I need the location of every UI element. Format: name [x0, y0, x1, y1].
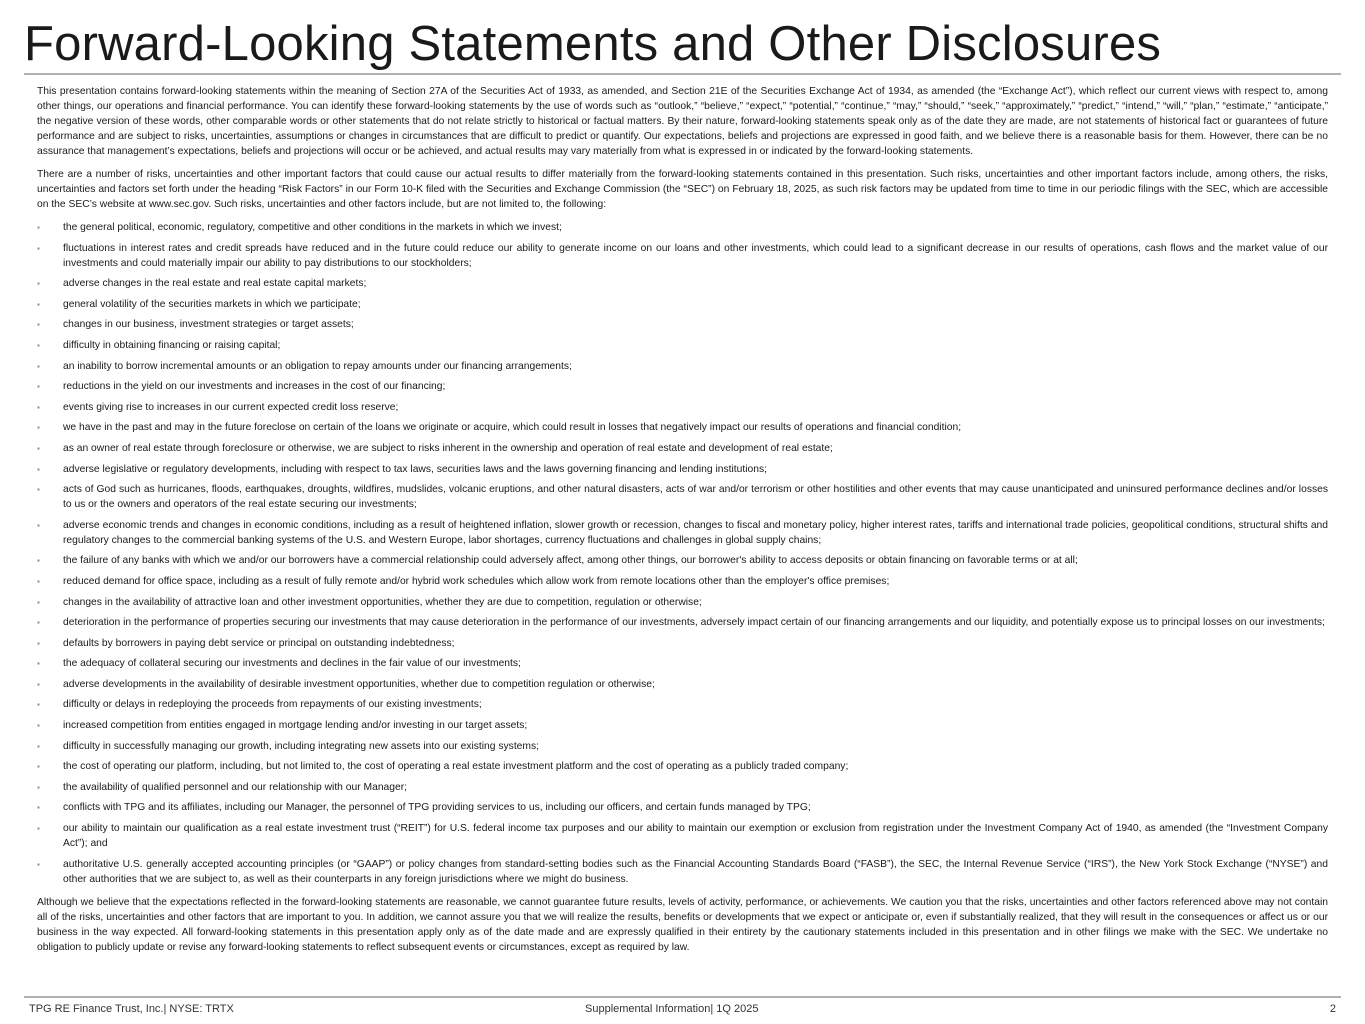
list-item [37, 359, 1328, 374]
intro-paragraph: This presentation contains forward-looking statements within the meaning of Section 27A of the Securities Act of 1933, as amended, and Section 21E of the Securities Exchange Act of 1934, as amended (the “Exchange Act”), which reflect our current views with respect to, among other things, our operations and financial performance. You can identify these forward-looking statements by the use of words such as “outlook,” “believe,” “expect,” “potential,” “continue,” “may,” “should,” “seek,” “approximately,” “predict,” “intend,” “will,” “plan,” “estimate,” “anticipate,” the negative version of these words, other comparable words or other statements that do not relate strictly to historical or factual matters. By their nature, forward-looking statements speak only as of the date they are made, are not statements of historical fact or guarantees of future performance and are subject to risks, uncertainties, assumptions or changes in circumstances that are difficult to predict or quantify. Our expectations, beliefs and projections are expressed in good faith, and we believe there is a reasonable basis for them. However, there can be no assurance that management’s expectations, beliefs and projections will occur or be achieved, and actual results may vary materially from what is expressed in or indicated by the forward-looking statements. [37, 86, 1328, 157]
list-item [37, 595, 1328, 610]
bullet-icon: ▪ [37, 741, 40, 751]
list-item-text: changes in the availability of attractive loan and other investment opportunities, whether they are due to competition, regulation or otherwise; [63, 596, 702, 608]
list-item [37, 379, 1328, 394]
list-item-text: difficulty in successfully managing our growth, including integrating new assets into our existing systems; [63, 740, 539, 752]
bullet-icon: ▪ [37, 762, 40, 772]
list-item [37, 420, 1328, 435]
list-item-text: defaults by borrowers in paying debt service or principal on outstanding indebtedness; [63, 637, 455, 649]
list-item [37, 739, 1328, 754]
bullet-icon: ▪ [37, 243, 40, 253]
bullet-icon: ▪ [37, 340, 40, 350]
bullet-icon: ▪ [37, 279, 40, 289]
bullet-icon: ▪ [37, 443, 40, 453]
list-item-text: acts of God such as hurricanes, floods, earthquakes, droughts, wildfires, mudslides, volcanic eruptions, and other natural disasters, acts of war and/or terrorism or other hostilities and other events that may cause unanticipated and uninsured performance declines and/or losses to us or the owners and operators of the real estate securing our investments; [63, 484, 1328, 511]
bullet-icon: ▪ [37, 659, 40, 669]
list-item [37, 276, 1328, 291]
list-item [37, 220, 1328, 235]
list-item-text: adverse developments in the availability of desirable investment opportunities, whether due to competition regulation or otherwise; [63, 678, 655, 690]
bullet-icon: ▪ [37, 721, 40, 731]
list-item [37, 677, 1328, 692]
list-item-text: the adequacy of collateral securing our investments and declines in the fair value of our investments; [63, 658, 521, 670]
list-item [37, 441, 1328, 456]
bullet-icon: ▪ [37, 859, 40, 869]
list-item-text: as an owner of real estate through foreclosure or otherwise, we are subject to risks inherent in the ownership and operation of real estate and development of real estate; [63, 442, 833, 454]
list-item [37, 317, 1328, 332]
list-item [37, 241, 1328, 271]
list-item-text: conflicts with TPG and its affiliates, including our Manager, the personnel of TPG providing services to us, including our officers, and certain funds managed by TPG; [63, 802, 811, 814]
bullet-icon: ▪ [37, 803, 40, 813]
list-item-text: an inability to borrow incremental amounts or an obligation to repay amounts under our financing arrangements; [63, 360, 572, 372]
bullet-icon: ▪ [37, 782, 40, 792]
bullet-icon: ▪ [37, 556, 40, 566]
list-item-text: authoritative U.S. generally accepted accounting principles (or “GAAP”) or policy changes from standard-setting bodies such as the Financial Accounting Standards Board (“FASB”), the SEC, the Internal Revenue Service (“IRS”), the New York Stock Exchange (“NYSE”) and other authorities that we are subject to, as well as their counterparts in any foreign jurisdictions where we might do business. [63, 858, 1328, 885]
closing-paragraph: Although we believe that the expectations reflected in the forward-looking statements are reasonable, we cannot guarantee future results, levels of activity, performance, or achievements. We caution you that the risks, uncertainties and other factors referenced above may not contain all of the risks, uncertainties and other factors that are important to you. In addition, we cannot assure you that we will realize the results, benefits or developments that we expect or anticipate or, even if substantially realized, that they will result in the consequences or affect us or our business in the way expected. All forward-looking statements in this presentation apply only as of the date made and are expressly qualified in their entirety by the cautionary statements included in this presentation and in other filings we make with the SEC. We undertake no obligation to publicly update or revise any forward-looking statements to reflect subsequent events or circumstances, except as required by law. [37, 896, 1328, 953]
list-item [37, 574, 1328, 589]
bullet-icon: ▪ [37, 520, 40, 530]
list-item-text: general volatility of the securities markets in which we participate; [63, 298, 361, 310]
bullet-icon: ▪ [37, 423, 40, 433]
list-item [37, 482, 1328, 512]
list-item-text: increased competition from entities engaged in mortgage lending and/or investing in our target assets; [63, 720, 528, 732]
bullet-icon: ▪ [37, 464, 40, 474]
list-item-text: events giving rise to increases in our current expected credit loss reserve; [63, 401, 399, 413]
bullet-icon: ▪ [37, 299, 40, 309]
footer-divider [24, 996, 1341, 998]
list-item-text: the general political, economic, regulatory, competitive and other conditions in the markets in which we invest; [63, 222, 562, 233]
list-item [37, 800, 1328, 815]
list-item-text: reductions in the yield on our investments and increases in the cost of our financing; [63, 381, 446, 393]
list-item [37, 518, 1328, 548]
disclosure-body [37, 84, 1328, 963]
bullet-icon: ▪ [37, 223, 40, 232]
list-item [37, 297, 1328, 312]
list-item-text: we have in the past and may in the future foreclose on certain of the loans we originate or acquire, which could result in losses that negatively impact our results of operations and financial condition; [63, 422, 962, 434]
bullet-icon: ▪ [37, 597, 40, 607]
title-divider [24, 73, 1341, 75]
list-item-text: adverse economic trends and changes in economic conditions, including as a result of heightened inflation, slower growth or recession, changes to fiscal and monetary policy, higher interest rates, tariffs and international trade policies, geopolitical conditions, structural shifts and regulatory changes to the commercial banking systems of the U.S. and Western Europe, labor shortages, currency fluctuations and challenges in global supply chains; [63, 519, 1328, 546]
list-item-text: reduced demand for office space, including as a result of fully remote and/or hybrid work schedules which allow work from remote locations other than the employer's office premises; [63, 575, 890, 587]
bullet-icon: ▪ [37, 485, 40, 495]
list-item [37, 780, 1328, 795]
list-item-text: difficulty in obtaining financing or raising capital; [63, 339, 281, 351]
bullet-icon: ▪ [37, 402, 40, 412]
list-item [37, 553, 1328, 568]
bullet-icon: ▪ [37, 638, 40, 648]
bullet-icon: ▪ [37, 700, 40, 710]
list-item-text: the cost of operating our platform, including, but not limited to, the cost of operating a real estate investment platform and the cost of operating as a publicly traded company; [63, 761, 849, 773]
bullet-icon: ▪ [37, 679, 40, 689]
list-item-text: the failure of any banks with which we and/or our borrowers have a commercial relationship could adversely affect, among other things, our borrower's ability to access deposits or obtain financing on favorable terms or at all; [63, 555, 1078, 567]
list-item [37, 462, 1328, 477]
risk-factors-paragraph: There are a number of risks, uncertainties and other important factors that could cause our actual results to differ materially from the forward-looking statements contained in this presentation. Such risks, uncertainties and other important factors include, among others, the risks, uncertainties and factors set forth under the heading “Risk Factors” in our Form 10-K filed with the Securities and Exchange Commission (the “SEC”) on February 18, 2025, as such risk factors may be updated from time to time in our periodic filings with the SEC, which are accessible on the SEC’s website at www.sec.gov. Such risks, uncertainties and other factors include, but are not limited to, the following: [37, 169, 1328, 210]
list-item-text: the availability of qualified personnel and our relationship with our Manager; [63, 781, 408, 793]
list-item-text: fluctuations in interest rates and credit spreads have reduced and in the future could reduce our ability to generate income on our loans and other investments, which could lead to a significant decrease in our results of operations, cash flows and the market value of our investments and could materially impair our ability to pay distributions to our stockholders; [63, 242, 1328, 269]
bullet-icon: ▪ [37, 618, 40, 628]
footer-section: Supplemental Information| 1Q 2025 [585, 1003, 759, 1015]
list-item-text: adverse legislative or regulatory developments, including with respect to tax laws, securities laws and the laws governing financing and lending institutions; [63, 463, 768, 475]
list-item [37, 615, 1328, 630]
bullet-icon: ▪ [37, 320, 40, 330]
list-item-text: our ability to maintain our qualification as a real estate investment trust (“REIT”) for U.S. federal income tax purposes and our ability to maintain our exemption or exclusion from registration under the Investment Company Act of 1940, as amended (the “Investment Company Act”); and [63, 823, 1328, 850]
list-item [37, 636, 1328, 651]
list-item-text: adverse changes in the real estate and real estate capital markets; [63, 278, 367, 290]
bullet-icon: ▪ [37, 824, 40, 834]
risk-factor-list [37, 220, 1328, 887]
list-item [37, 656, 1328, 671]
list-item [37, 857, 1328, 887]
list-item [37, 821, 1328, 851]
list-item [37, 338, 1328, 353]
list-item-text: changes in our business, investment strategies or target assets; [63, 319, 354, 331]
bullet-icon: ▪ [37, 382, 40, 392]
bullet-icon: ▪ [37, 361, 40, 371]
list-item-text: difficulty or delays in redeploying the proceeds from repayments of our existing investments; [63, 699, 482, 711]
page-title: Forward-Looking Statements and Other Disclosures [24, 17, 1162, 71]
list-item-text: deterioration in the performance of properties securing our investments that may cause deterioration in the performance of our investments, adversely impact certain of our financing arrangements and our liquidity, and potentially expose us to principal losses on our investments; [63, 617, 1325, 629]
list-item [37, 400, 1328, 415]
list-item [37, 697, 1328, 712]
page-number: 2 [1329, 1003, 1336, 1015]
list-item [37, 718, 1328, 733]
footer-company: TPG RE Finance Trust, Inc.| NYSE: TRTX [29, 1003, 234, 1015]
bullet-icon: ▪ [37, 576, 40, 586]
list-item [37, 759, 1328, 774]
